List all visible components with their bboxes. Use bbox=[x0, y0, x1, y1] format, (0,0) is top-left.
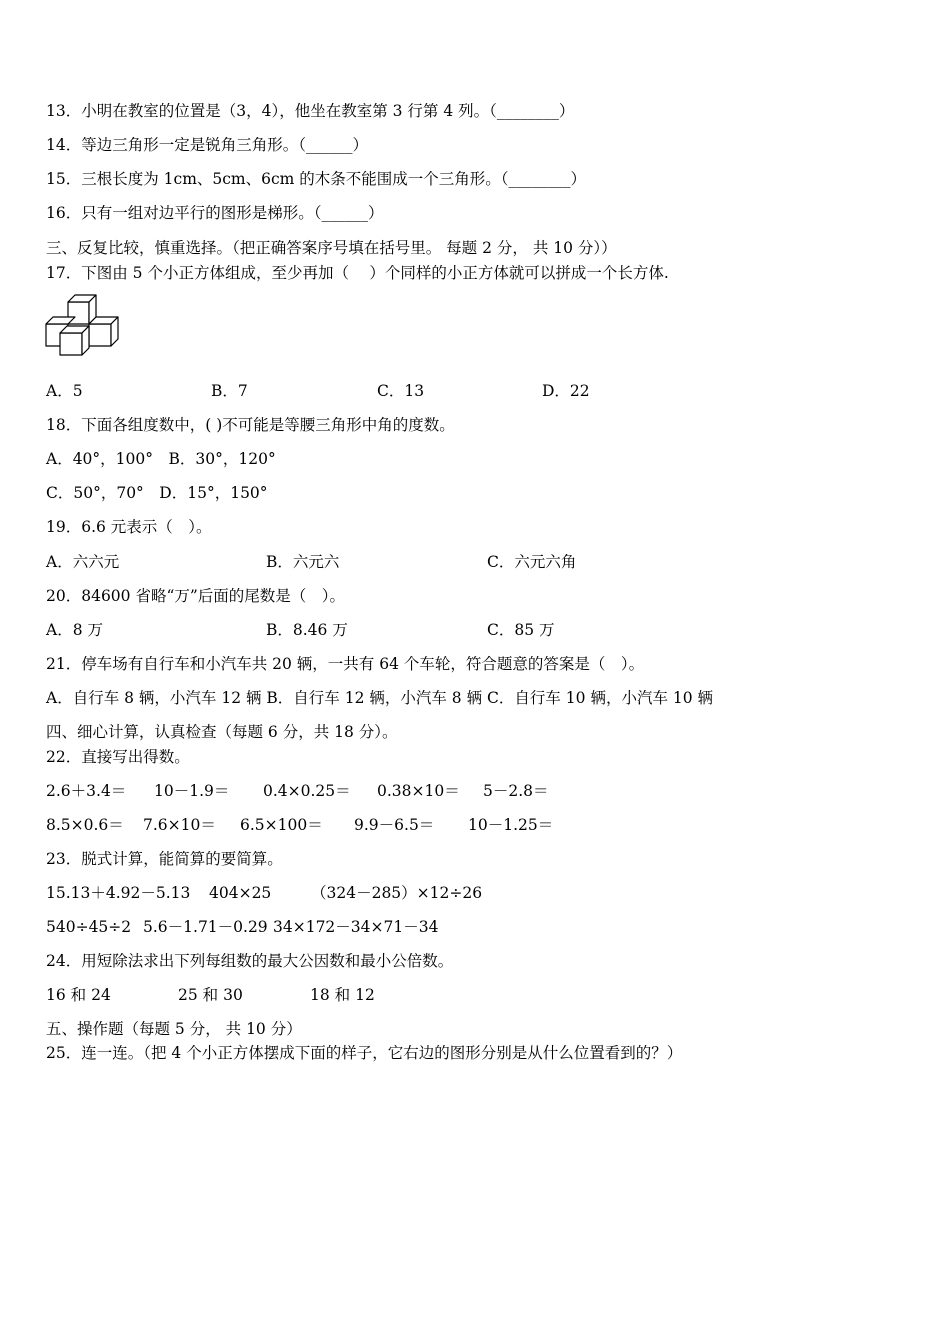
calc-item: 540÷45÷2 bbox=[46, 918, 132, 936]
question-17-stem: 17．下图由 5 个小正方体组成，至少再加（ ）个同样的小正方体就可以拼成一个长方体. bbox=[46, 264, 669, 282]
calc-item: 8.5×0.6＝ bbox=[46, 816, 124, 834]
calc-item: 10－1.25＝ bbox=[468, 816, 554, 834]
calc-item: 0.4×0.25＝ bbox=[263, 782, 351, 800]
question-21-stem: 21．停车场有自行车和小汽车共 20 辆，一共有 64 个车轮，符合题意的答案是（ ）。 bbox=[46, 655, 645, 673]
option-c: C．13 bbox=[377, 382, 425, 400]
section-5-title: 五、操作题（每题 5 分， 共 10 分） bbox=[46, 1020, 302, 1038]
number-pair: 18 和 12 bbox=[310, 986, 375, 1004]
calc-item: 34×172－34×71－34 bbox=[273, 918, 439, 936]
question-24-stem: 24．用短除法求出下列每组数的最大公因数和最小公倍数。 bbox=[46, 952, 454, 970]
calc-item: 5.6－1.71－0.29 bbox=[143, 918, 268, 936]
option-b: B．7 bbox=[211, 382, 248, 400]
calc-item: 404×25 bbox=[209, 884, 272, 902]
option-a: A．8 万 bbox=[46, 621, 103, 639]
question-18-options-row1: A．40°，100° B．30°，120° bbox=[46, 450, 276, 468]
calc-item: 9.9－6.5＝ bbox=[354, 816, 435, 834]
section-4-title: 四、细心计算，认真检查（每题 6 分，共 18 分）。 bbox=[46, 723, 398, 741]
question-16: 16．只有一组对边平行的图形是梯形。（______） bbox=[46, 204, 384, 222]
option-c: C．85 万 bbox=[487, 621, 555, 639]
question-18-options-row2: C．50°，70° D．15°，150° bbox=[46, 484, 268, 502]
option-c: C．六元六角 bbox=[487, 553, 577, 571]
calc-item: 0.38×10＝ bbox=[377, 782, 460, 800]
calc-item: 7.6×10＝ bbox=[143, 816, 216, 834]
cube-face bbox=[60, 333, 82, 355]
option-b: B．8.46 万 bbox=[266, 621, 348, 639]
option-d: D．22 bbox=[542, 382, 590, 400]
question-20-stem: 20．84600 省略“万”后面的尾数是（ ）。 bbox=[46, 587, 346, 605]
question-21-options: A．自行车 8 辆，小汽车 12 辆 B．自行车 12 辆，小汽车 8 辆 C．自行车 10 辆，小汽车 10 辆 bbox=[46, 689, 714, 707]
question-22-stem: 22．直接写出得数。 bbox=[46, 748, 190, 766]
question-15: 15．三根长度为 1cm、5cm、6cm 的木条不能围成一个三角形。（________） bbox=[46, 170, 587, 188]
question-18-stem: 18．下面各组度数中，( )不可能是等腰三角形中角的度数。 bbox=[46, 416, 455, 434]
question-14: 14．等边三角形一定是锐角三角形。（______） bbox=[46, 136, 368, 154]
calc-item: 15.13＋4.92－5.13 bbox=[46, 884, 191, 902]
section-3-title: 三、反复比较，慎重选择。（把正确答案序号填在括号里。 每题 2 分， 共 10 分）） bbox=[46, 239, 617, 257]
calc-item: 5－2.8＝ bbox=[483, 782, 549, 800]
calc-item: 2.6＋3.4＝ bbox=[46, 782, 127, 800]
question-19-stem: 19．6.6 元表示（ ）。 bbox=[46, 518, 212, 536]
calc-item: 6.5×100＝ bbox=[240, 816, 323, 834]
cube-face bbox=[89, 324, 111, 346]
option-a: A．5 bbox=[46, 382, 83, 400]
number-pair: 25 和 30 bbox=[178, 986, 243, 1004]
option-b: B．六元六 bbox=[266, 553, 340, 571]
calc-item: （324－285）×12÷26 bbox=[311, 884, 483, 902]
option-a: A．六六元 bbox=[46, 553, 120, 571]
question-23-stem: 23．脱式计算，能简算的要简算。 bbox=[46, 850, 283, 868]
question-13: 13．小明在教室的位置是（3，4），他坐在教室第 3 行第 4 列。（________） bbox=[46, 102, 575, 120]
cube-figure bbox=[44, 292, 122, 358]
number-pair: 16 和 24 bbox=[46, 986, 111, 1004]
calc-item: 10－1.9＝ bbox=[154, 782, 230, 800]
question-25-stem: 25．连一连。（把 4 个小正方体摆成下面的样子，它右边的图形分别是从什么位置看到的？） bbox=[46, 1044, 683, 1062]
